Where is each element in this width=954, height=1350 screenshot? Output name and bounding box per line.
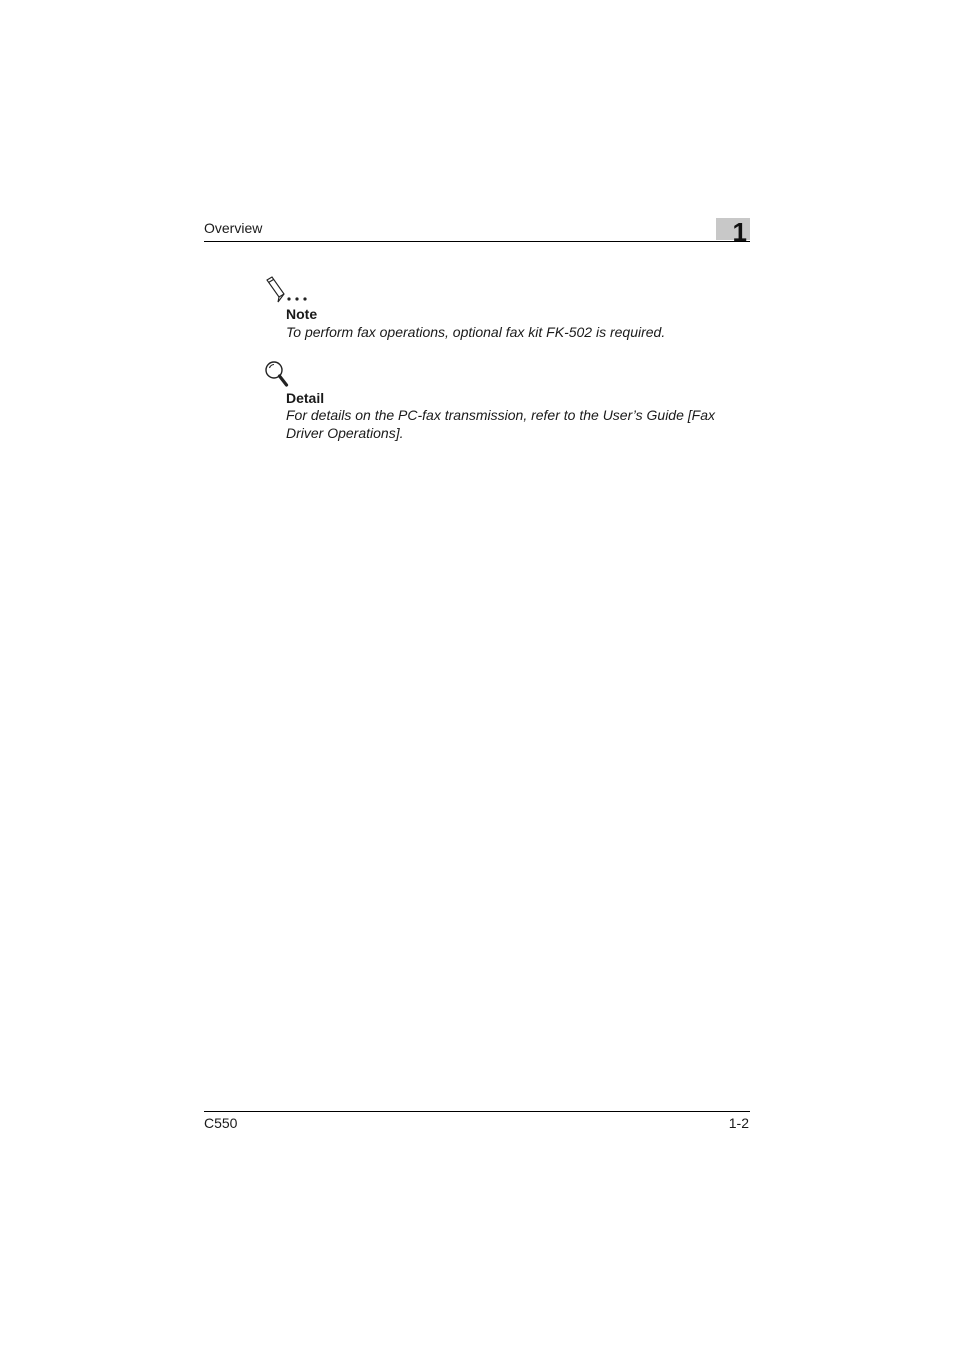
footer-model: C550 (204, 1115, 238, 1131)
footer-page-number: 1-2 (728, 1115, 749, 1131)
section-title: Overview (204, 220, 263, 236)
pencil-note-icon (264, 276, 312, 304)
magnifier-icon (264, 360, 290, 388)
chapter-number: 1 (732, 217, 747, 247)
header-rule (204, 241, 750, 242)
note-heading: Note (286, 306, 318, 322)
detail-text: For details on the PC-fax transmission, refer to the User’s Guide [Fax Driver Operations]. (286, 407, 715, 441)
footer-rule (204, 1111, 750, 1112)
detail-heading: Detail (286, 390, 325, 406)
chapter-tab (716, 217, 750, 247)
note-text: To perform fax operations, optional fax kit FK-502 is required. (286, 324, 666, 340)
